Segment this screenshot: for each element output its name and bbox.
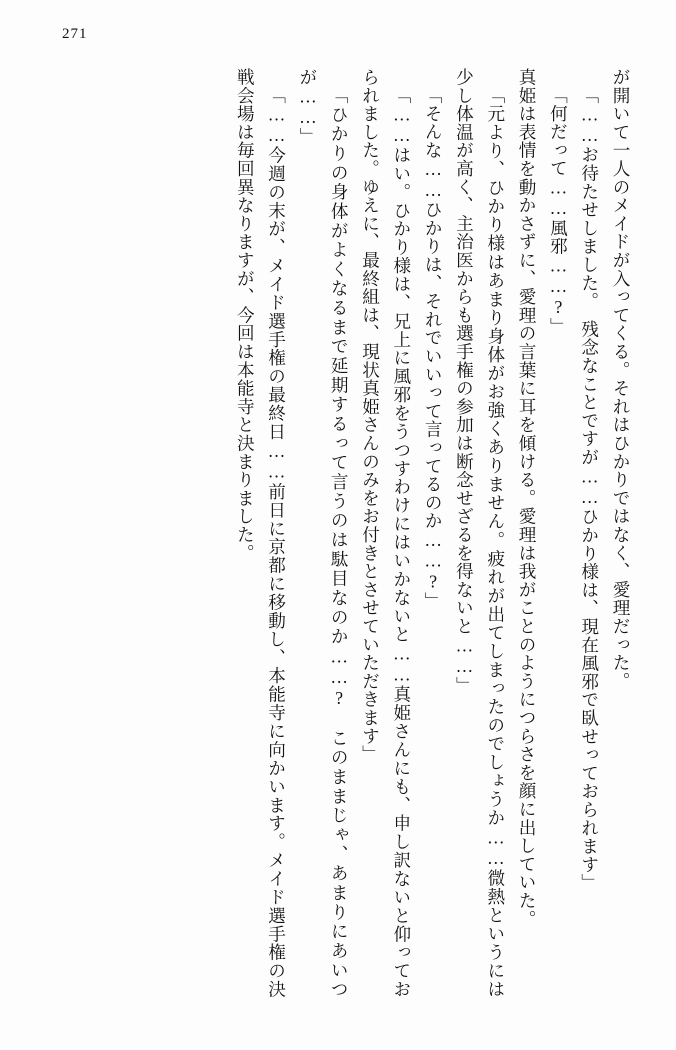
paragraph: 「そんな……ひかりは、それでいいって言ってるのか……?」 <box>423 85 444 610</box>
paragraph: 「……お待たせしました。 残念なことですが……ひかり様は、現在風邪で臥せっておられます」 <box>579 85 600 892</box>
paragraph: が開いて一人のメイドが入ってくる。それはひかりではなく、愛理だった。 <box>611 68 631 691</box>
paragraph: 「何だって……風邪……?」 <box>548 85 569 336</box>
paragraph: 真姫は表情を動かさずに、愛理の言葉に耳を傾ける。愛理は我がことのようにつらさを顔に出していた。 <box>517 68 538 929</box>
paragraph: 「……今週の末が、メイド選手権の最終日……前日に京都に移動し、本能寺に向かいます。メイド選手権の決戦会場は毎回異なりますが、今回は本能寺と決まりました。 <box>235 68 287 998</box>
paragraph: 「ひかりの身体がよくなるまで延期するって言うのは駄目なのか……? このままじゃ、あまりにあいつが……」 <box>297 68 350 998</box>
page-text-body <box>40 68 636 998</box>
paragraph: 「……はい。ひかり様は、兄上に風邪をうつすわけにはいかないと……真姫さんにも、申し訳ないと仰っておられました。ゆえに、最終組は、現状真姫さんのみをお付きとさせていただきます」 <box>360 68 412 998</box>
paragraph: 「元より、ひかり様はあまり身体がお強くありません。疲れが出てしまったのでしょうか……微熱というには少し体温が高く、主治医からも選手権の参加は断念せざるを得ないと……」 <box>454 68 506 998</box>
page-number: 271 <box>62 26 88 42</box>
